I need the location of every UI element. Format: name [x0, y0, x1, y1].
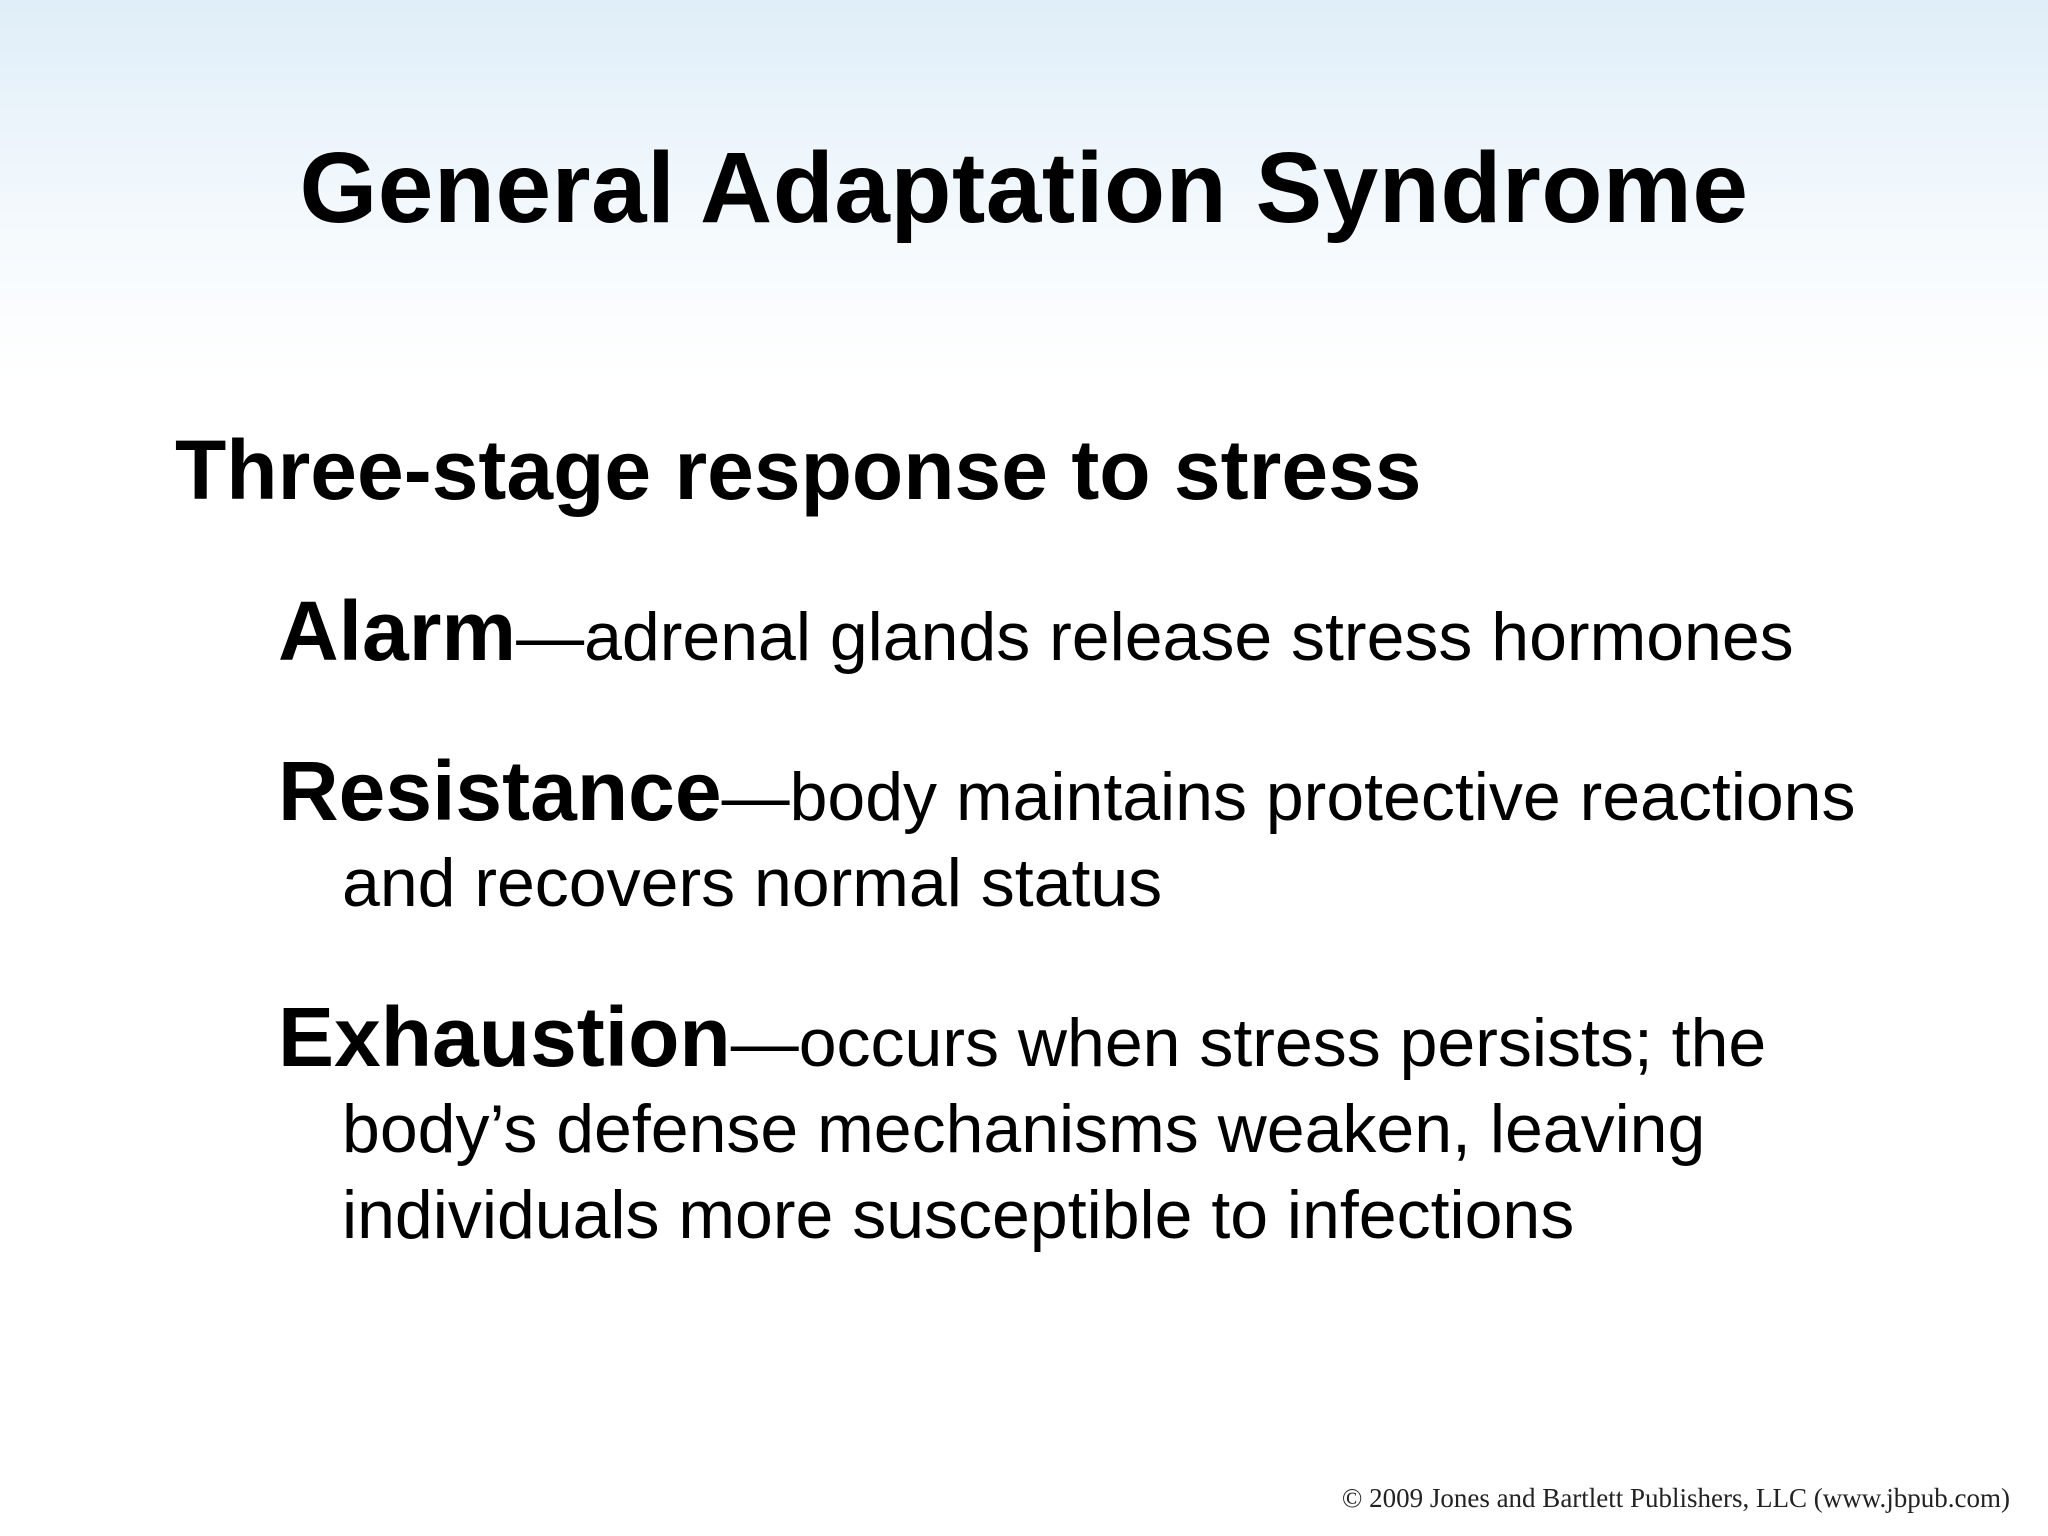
- slide-title: General Adaptation Syndrome: [299, 132, 1749, 244]
- stage-dash: —: [721, 759, 790, 835]
- bullet-heading: Three-stage response to stress: [175, 423, 1422, 517]
- stage-term: Resistance: [278, 744, 722, 838]
- stage-dash: —: [730, 1005, 799, 1081]
- stage-resistance: [278, 744, 1935, 926]
- stage-dash: —: [516, 599, 585, 675]
- slide-content: [175, 420, 1935, 1272]
- stage-description: body maintains protective reactions and recovers normal status: [342, 759, 1856, 921]
- copyright-footer: © 2009 Jones and Bartlett Publishers, LLC (www.jbpub.com): [1341, 1483, 2010, 1513]
- stage-term: Exhaustion: [278, 990, 731, 1084]
- stage-alarm: [278, 584, 1935, 680]
- stage-exhaustion: [278, 990, 1935, 1258]
- stage-description: occurs when stress persists; the body’s defense mechanisms weaken, leaving individuals more susceptible to infections: [342, 1005, 1767, 1253]
- stage-description: adrenal glands release stress hormones: [584, 599, 1794, 675]
- stage-term: Alarm: [278, 584, 517, 678]
